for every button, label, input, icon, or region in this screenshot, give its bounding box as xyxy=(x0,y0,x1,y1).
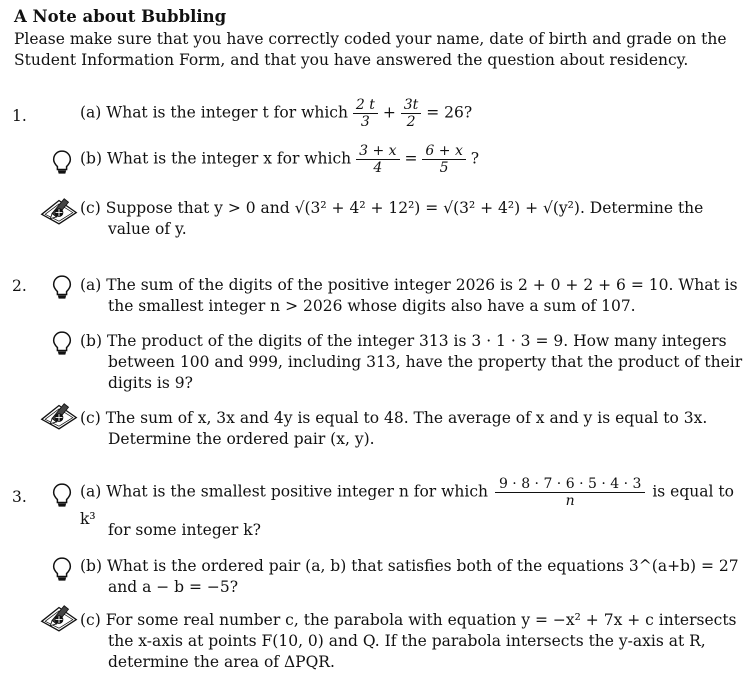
operator: = xyxy=(404,149,418,168)
lightbulb-icon xyxy=(52,556,72,582)
part-label: (a) xyxy=(80,482,102,501)
operator: + xyxy=(382,103,396,122)
question-3a-continuation: for some integer k? xyxy=(108,521,261,539)
question-text: Suppose that y > 0 and √(3² + 4² + 12²) = √(3² + 4²) + √(y²). Determine the value of y. xyxy=(105,199,704,238)
part-label: (c) xyxy=(80,409,101,427)
question-2c xyxy=(80,408,748,450)
question-text: What is the smallest positive integer n for which xyxy=(106,482,488,501)
part-label: (a) xyxy=(80,276,102,294)
question-2a xyxy=(80,275,748,317)
question-1b xyxy=(80,143,720,176)
part-label: (b) xyxy=(80,557,103,575)
question-3b xyxy=(80,556,748,598)
question-2b xyxy=(80,331,748,394)
fraction: $\frac{6 + x}{5}$ xyxy=(422,143,465,176)
lightbulb-icon xyxy=(52,274,72,300)
question-number: 1. xyxy=(12,107,27,125)
part-label: (c) xyxy=(80,199,101,217)
question-number: 3. xyxy=(12,488,27,506)
lightbulb-icon xyxy=(52,149,72,175)
question-text: The sum of the digits of the positive integer 2026 is 2 + 0 + 2 + 6 = 10. What is the smallest integer n > 2026 whose digits also have a sum of 107. xyxy=(106,276,738,315)
part-label: (b) xyxy=(80,149,103,168)
intro-paragraph: Please make sure that you have correctly coded your name, date of birth and grade on the Student Information Form, and that you have answered the question about residency. xyxy=(14,30,727,69)
lightbulb-icon xyxy=(52,482,72,508)
question-text: What is the ordered pair (a, b) that satisfies both of the equations 3^(a+b) = 27 and a − b = −5? xyxy=(106,557,739,596)
question-text: is equal to k³ xyxy=(80,482,734,528)
question-text: = 26? xyxy=(426,103,473,122)
part-label: (c) xyxy=(80,611,101,629)
lightbulb-icon xyxy=(52,330,72,356)
question-1a xyxy=(80,97,720,130)
question-text: The sum of x, 3x and 4y is equal to 48. The average of x and y is equal to 3x. Determine the ordered pair (x, y). xyxy=(105,409,708,448)
question-text: ? xyxy=(470,149,480,168)
page-title: A Note about Bubbling xyxy=(14,7,227,26)
fraction: $\frac{3t}{2}$ xyxy=(401,97,422,130)
question-text: What is the integer x for which xyxy=(106,149,352,168)
pencil-paper-icon xyxy=(40,195,78,225)
question-number: 2. xyxy=(12,277,27,295)
fraction: $\frac{2 t}{3}$ xyxy=(353,97,378,130)
question-3c xyxy=(80,610,748,673)
question-text: For some real number c, the parabola with equation y = −x² + 7x + c intersects the x-axis at points F(10, 0) and Q. If the parabola intersects the y-axis at R, determine the area of ΔPQR. xyxy=(105,611,737,671)
pencil-paper-icon xyxy=(40,400,78,430)
question-text: What is the integer t for which xyxy=(106,103,348,122)
pencil-paper-icon xyxy=(40,602,78,632)
fraction: $\frac{3 + x}{4}$ xyxy=(356,143,399,176)
part-label: (a) xyxy=(80,103,102,122)
fraction: $\frac{9 \cdot 8 \cdot 7 \cdot 6 \cdot 5 \cdot 4 \cdot 3}{n}$ xyxy=(495,476,645,509)
question-text: The product of the digits of the integer 313 is 3 · 1 · 3 = 9. How many integers between 100 and 999, including 313, have the property that the product of their digits is 9? xyxy=(106,332,743,392)
question-1c xyxy=(80,198,748,240)
part-label: (b) xyxy=(80,332,103,350)
